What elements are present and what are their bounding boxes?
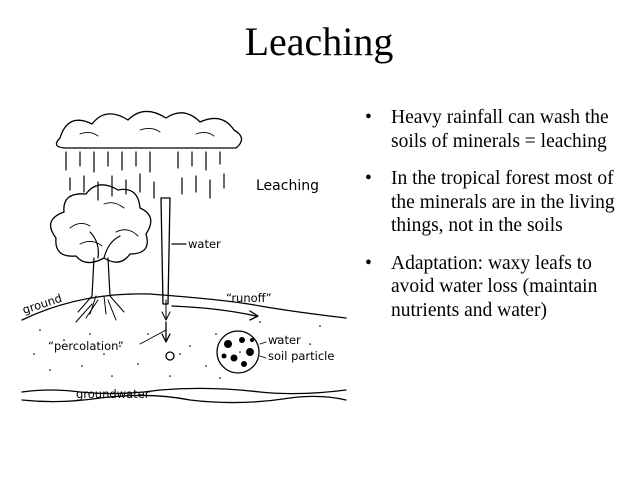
bullet-item: • In the tropical forest most of the minerals are in the living things, not in the soils (362, 167, 628, 238)
tree-icon (51, 185, 151, 322)
rain-drops (66, 152, 224, 200)
label-groundwater: groundwater (76, 387, 150, 401)
percolation-arrow-icon (140, 322, 170, 344)
rain-arrow-icon (161, 198, 186, 320)
bullet-item: • Heavy rainfall can wash the soils of minerals = leaching (362, 106, 628, 153)
label-ground: ground (20, 290, 64, 317)
bullet-item: • Adaptation: waxy leafs to avoid water loss (maintain nutrients and water) (362, 252, 628, 323)
runoff-arrow-icon (172, 306, 258, 320)
rain-cloud-icon (56, 111, 241, 148)
diagram-heading: Leaching (256, 178, 319, 194)
groundwater-lines (22, 388, 346, 402)
label-runoff: “runoff” (226, 291, 272, 305)
leaching-diagram (20, 108, 350, 413)
label-soil-particle: soil particle (268, 349, 335, 363)
label-percolation: “percolation” (48, 339, 124, 353)
bullet-list (362, 106, 628, 336)
label-water-2: water (268, 333, 301, 347)
label-water: water (188, 237, 221, 251)
water-drop-icon (166, 352, 174, 360)
soil-particle-icon (217, 331, 266, 373)
slide-title: Leaching (244, 19, 394, 64)
